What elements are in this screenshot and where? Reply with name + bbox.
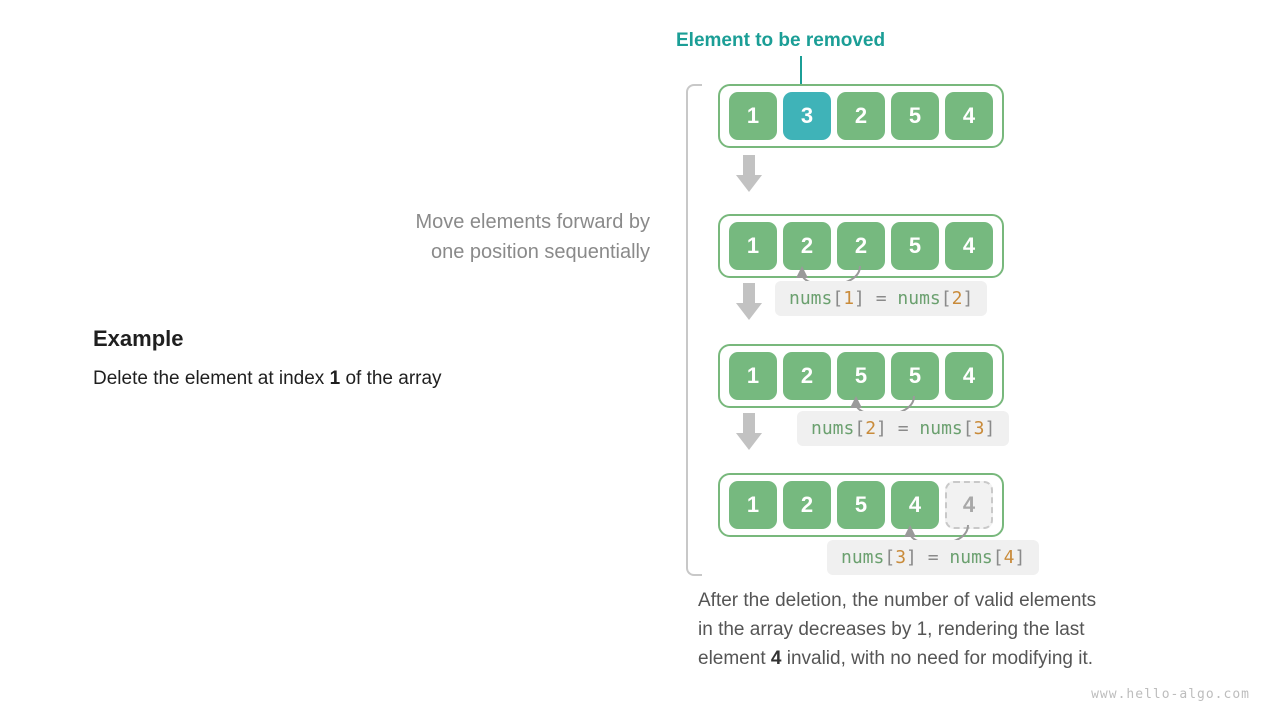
- callout-pointer-line: [800, 56, 802, 86]
- diagram-panel: [672, 0, 1280, 720]
- move-elements-note: [320, 207, 650, 267]
- code-target-index: 2: [865, 418, 877, 439]
- callout-label: Element to be removed: [676, 30, 886, 51]
- assignment-code-box: nums[1] = nums[2]: [775, 281, 987, 316]
- array-row-step-1: [718, 84, 1004, 148]
- array-cell: 1: [729, 352, 777, 400]
- array-cell: 5: [837, 352, 885, 400]
- example-desc-post: of the array: [340, 368, 442, 389]
- array-cell: 5: [891, 92, 939, 140]
- array-cell: 2: [837, 92, 885, 140]
- code-target: nums: [841, 547, 885, 568]
- code-target: nums: [789, 288, 833, 309]
- code-target-index: 1: [843, 288, 855, 309]
- steps-bracket: [686, 84, 702, 576]
- example-desc-index: 1: [329, 368, 341, 389]
- footer-note-line2: in the array decreases by 1, rendering the last: [698, 619, 1085, 640]
- footer-note-line3-pre: element: [698, 648, 771, 669]
- array-cell: 2: [783, 481, 831, 529]
- array-cell: 1: [729, 481, 777, 529]
- watermark: www.hello-algo.com: [1091, 687, 1250, 702]
- code-target-index: 3: [895, 547, 907, 568]
- array-cell: 4: [945, 92, 993, 140]
- array-cell: 2: [837, 222, 885, 270]
- down-arrow-icon: [736, 155, 762, 193]
- example-description: [93, 368, 442, 390]
- array-cell: 5: [837, 481, 885, 529]
- example-title: Example: [93, 326, 184, 351]
- array-cell: 1: [729, 92, 777, 140]
- array-cell-highlighted: 3: [783, 92, 831, 140]
- down-arrow-icon: [736, 413, 762, 451]
- footer-note-line3-post: invalid, with no need for modifying it.: [781, 648, 1094, 669]
- array-cell: 2: [783, 352, 831, 400]
- code-source: nums: [897, 288, 941, 309]
- array-cell: 4: [945, 352, 993, 400]
- array-cell: 2: [783, 222, 831, 270]
- footer-note-line1: After the deletion, the number of valid elements: [698, 590, 1097, 611]
- array-cell-invalid: 4: [945, 481, 993, 529]
- footer-note: [698, 586, 1218, 673]
- code-target: nums: [811, 418, 855, 439]
- code-source: nums: [949, 547, 993, 568]
- array-cell: 1: [729, 222, 777, 270]
- example-desc-pre: Delete the element at index: [93, 368, 330, 389]
- array-cell: 5: [891, 222, 939, 270]
- footer-note-value: 4: [770, 648, 782, 669]
- code-source-index: 2: [951, 288, 963, 309]
- array-cell: 4: [891, 481, 939, 529]
- code-source-index: 4: [1003, 547, 1015, 568]
- array-cell: 4: [945, 222, 993, 270]
- down-arrow-icon: [736, 283, 762, 321]
- assignment-code-box: nums[2] = nums[3]: [797, 411, 1009, 446]
- code-source: nums: [919, 418, 963, 439]
- array-cell: 5: [891, 352, 939, 400]
- move-note-text: Move elements forward by one position sequentially: [415, 211, 650, 263]
- code-source-index: 3: [973, 418, 985, 439]
- assignment-code-box: nums[3] = nums[4]: [827, 540, 1039, 575]
